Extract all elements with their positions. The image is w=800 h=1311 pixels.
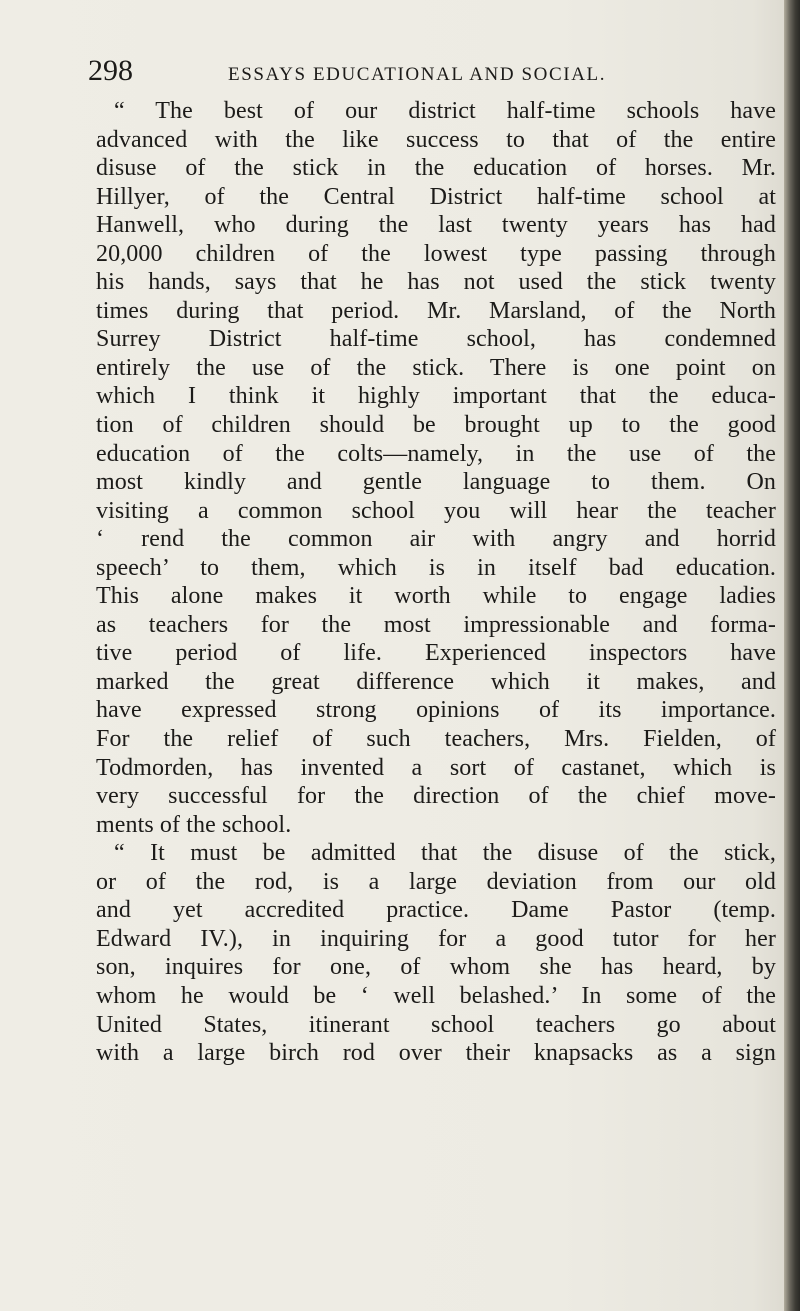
- text-line: Edward IV.), in inquiring for a good tutor for her: [96, 925, 776, 952]
- text-line: ‘ rend the common air with angry and horrid: [96, 526, 776, 553]
- text-line: as teachers for the most impressionable and forma-: [96, 611, 776, 638]
- page-header: [88, 54, 668, 94]
- text-line: and yet accredited practice. Dame Pastor (temp.: [96, 897, 776, 924]
- text-line: tion of children should be brought up to the good: [96, 412, 776, 439]
- text-line: This alone makes it worth while to engage ladies: [96, 583, 776, 610]
- text-line: advanced with the like success to that of the entire: [96, 126, 776, 153]
- text-line: times during that period. Mr. Marsland, of the North: [96, 297, 776, 324]
- text-line: Hillyer, of the Central District half-time school at: [96, 183, 776, 210]
- text-line: Surrey District half-time school, has condemned: [96, 326, 776, 353]
- text-line: which I think it highly important that the educa-: [96, 383, 776, 410]
- text-line: Hanwell, who during the last twenty years has had: [96, 212, 776, 239]
- text-line: tive period of life. Experienced inspectors have: [96, 640, 776, 667]
- running-head: ESSAYS EDUCATIONAL AND SOCIAL.: [228, 64, 607, 85]
- text-line: For the relief of such teachers, Mrs. Fielden, of: [96, 726, 776, 753]
- page-number: 298: [88, 54, 133, 87]
- text-line: Todmorden, has invented a sort of castanet, which is: [96, 754, 776, 781]
- text-line: ments of the school.: [96, 811, 292, 838]
- text-line: most kindly and gentle language to them. On: [96, 469, 776, 496]
- text-line: 20,000 children of the lowest type passing through: [96, 240, 776, 267]
- text-line: visiting a common school you will hear the teacher: [96, 497, 776, 524]
- text-line: speech’ to them, which is in itself bad education.: [96, 554, 776, 581]
- page-edge-shadow: [784, 0, 800, 1311]
- text-line: “ The best of our district half-time schools have: [114, 98, 776, 124]
- text-line: entirely the use of the stick. There is one point on: [96, 354, 776, 381]
- text-line: have expressed strong opinions of its importance.: [96, 697, 776, 724]
- body-text: [96, 97, 776, 1068]
- text-line: very successful for the direction of the chief move-: [96, 783, 776, 810]
- text-line: with a large birch rod over their knapsacks as a sign: [96, 1040, 776, 1067]
- text-line: or of the rod, is a large deviation from our old: [96, 868, 776, 895]
- text-line: son, inquires for one, of whom she has heard, by: [96, 954, 776, 981]
- text-line: his hands, says that he has not used the stick twenty: [96, 269, 776, 296]
- text-line: United States, itinerant school teachers go about: [96, 1011, 776, 1038]
- text-line: whom he would be ‘ well belashed.’ In some of the: [96, 982, 776, 1009]
- text-line: disuse of the stick in the education of horses. Mr.: [96, 155, 776, 182]
- text-line: education of the colts—namely, in the use of the: [96, 440, 776, 467]
- text-line: “ It must be admitted that the disuse of the stick,: [114, 840, 776, 867]
- text-line: marked the great difference which it makes, and: [96, 668, 776, 695]
